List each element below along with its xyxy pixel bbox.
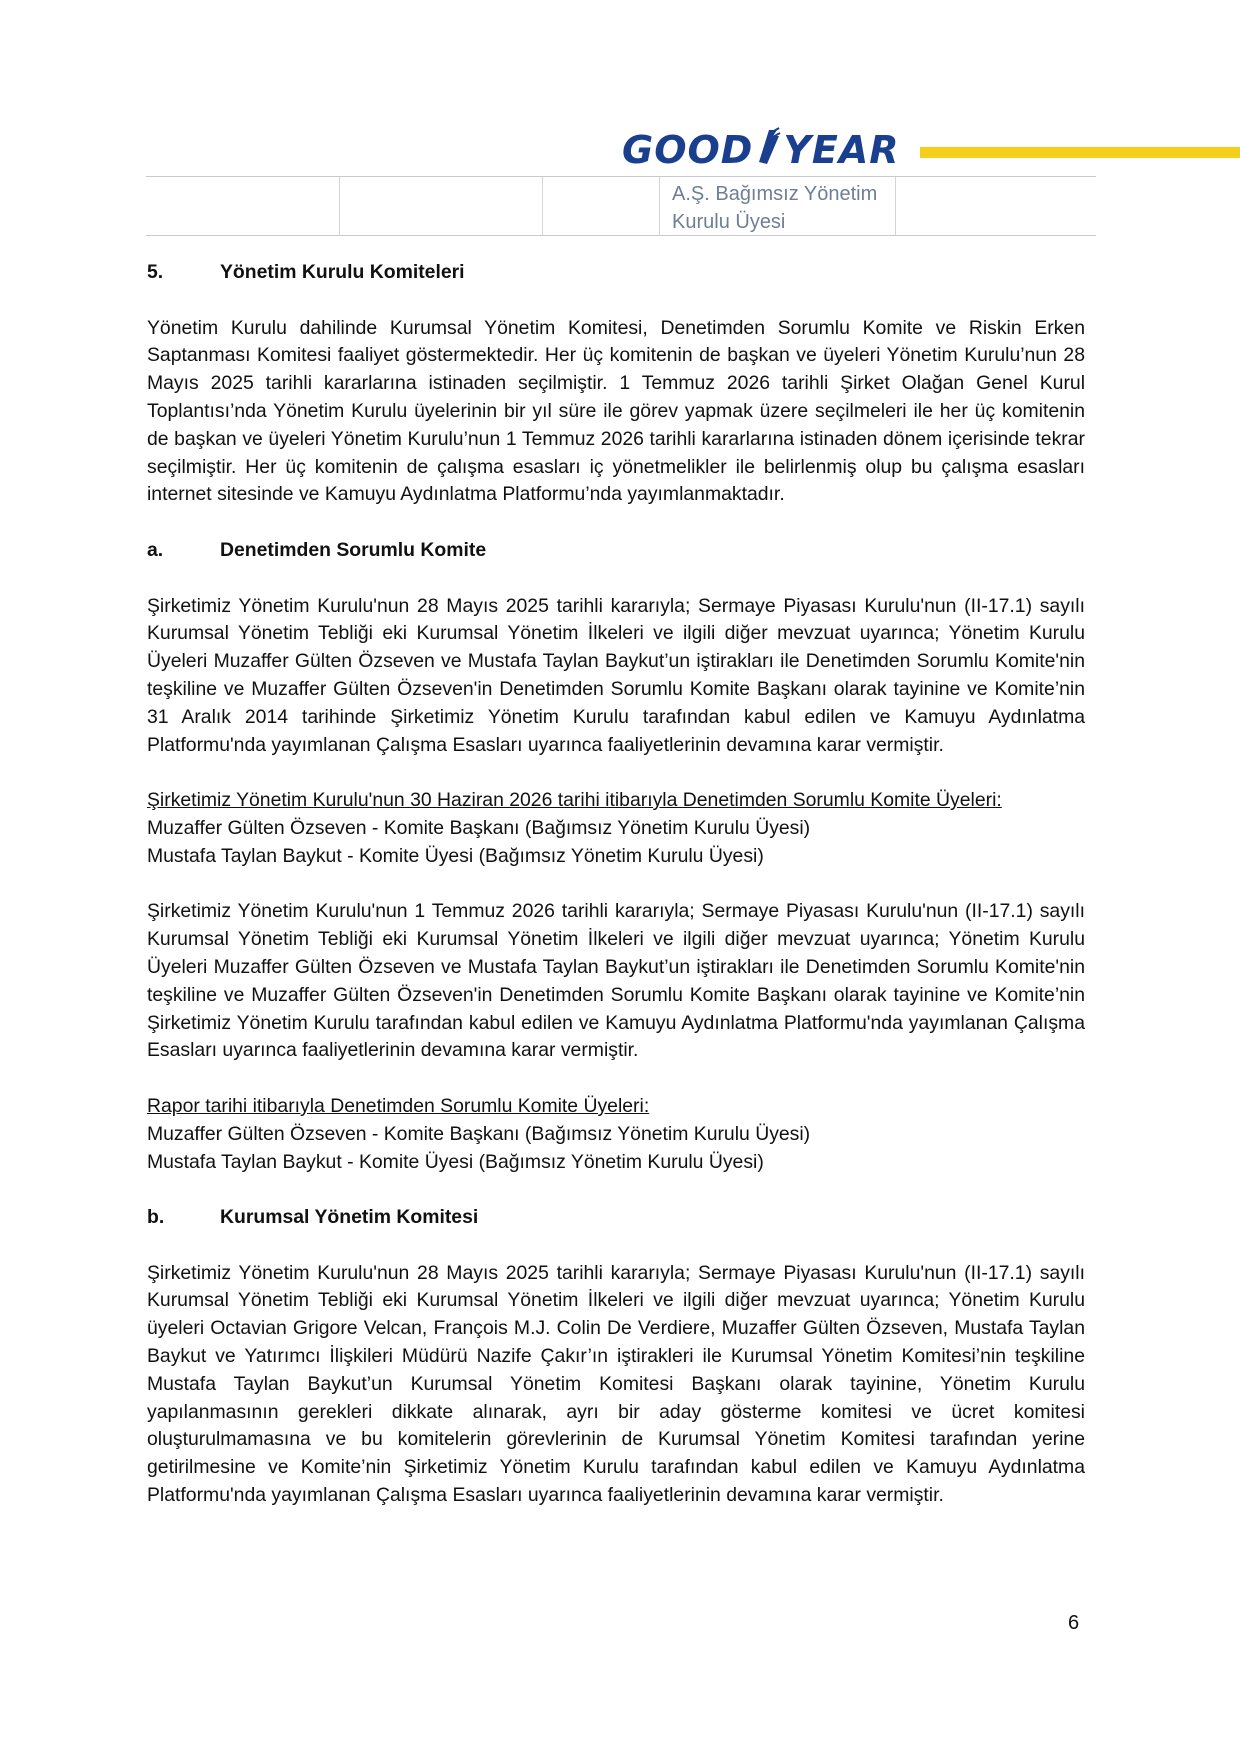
member-line: Mustafa Taylan Baykut - Komite Üyesi (Bağımsız Yönetim Kurulu Üyesi) xyxy=(147,844,764,867)
table-divider xyxy=(542,177,543,235)
member-line: Mustafa Taylan Baykut - Komite Üyesi (Bağımsız Yönetim Kurulu Üyesi) xyxy=(147,1150,764,1173)
members-1-heading: Şirketimiz Yönetim Kurulu'nun 30 Haziran 2026 tarihi itibarıyla Denetimden Sorumlu Komite Üyeleri: xyxy=(147,789,1002,812)
section-b-paragraph: Şirketimiz Yönetim Kurulu'nun 28 Mayıs 2025 tarihli kararıyla; Sermaye Piyasası Kurulu'nun (II-17.1) sayılı Kurumsal Yönetim Tebliği eki Kurumsal Yönetim İlkeleri ve ilgili diğer mevzuat uyarınca; Yönetim Kurulu üyeleri Octavian Grigore Velcan, François M.J. Colin De Verdiere, Muzaffer Gülten Özseven, Mustafa Taylan Baykut ve Yatırımcı İlişkileri Müdürü Nazife Çakır’ın iştirakleri ile Kurumsal Yönetim Komitesi’nin teşkiline Mustafa Taylan Baykut’un Kurumsal Yönetim Komitesi Başkanı olarak tayinine, Yönetim Kurulu yapılanmasının gerekleri dikkate alınarak, ayrı bir aday gösterme komitesi ve ücret komitesi oluşturulmamasına ve bu komitelerin görevlerinin de Kurumsal Yönetim Komitesi tarafından yerine getirilmesine ve Komite’nin Şirketimiz Yönetim Kurulu tarafından kabul edilen ve Kamuyu Aydınlatma Platformu'nda yayımlanan Çalışma Esasları uyarınca faaliyetlerinin devamına karar vermiştir. xyxy=(147,1261,1085,1507)
page-number: 6 xyxy=(1068,1612,1080,1634)
logo-text-left: GOOD xyxy=(622,128,754,172)
brand-accent-bar xyxy=(920,147,1240,158)
section-number: a. xyxy=(147,538,164,561)
section-a-heading xyxy=(147,537,1085,565)
member-line: Muzaffer Gülten Özseven - Komite Başkanı (Bağımsız Yönetim Kurulu Üyesi) xyxy=(147,1122,811,1145)
member-line: Muzaffer Gülten Özseven - Komite Başkanı (Bağımsız Yönetim Kurulu Üyesi) xyxy=(147,816,811,839)
table-divider xyxy=(339,177,340,235)
section-a-paragraph-1: Şirketimiz Yönetim Kurulu'nun 28 Mayıs 2025 tarihli kararıyla; Sermaye Piyasası Kurulu'nun (II-17.1) sayılı Kurumsal Yönetim Tebliği eki Kurumsal Yönetim İlkeleri ve ilgili diğer mevzuat uyarınca; Yönetim Kurulu Üyeleri Muzaffer Gülten Özseven ve Mustafa Taylan Baykut’un iştirakları ile Denetimden Sorumlu Komite'nin teşkiline ve Muzaffer Gülten Özseven'in Denetimden Sorumlu Komite Başkanı olarak tayinine ve Komite’nin 31 Aralık 2014 tarihinde Şirketimiz Yönetim Kurulu tarafından kabul edilen ve Kamuyu Aydınlatma Platformu'nda yayımlanan Çalışma Esasları uyarınca faaliyetlerinin devamına karar vermiştir. xyxy=(147,594,1085,756)
winged-foot-icon xyxy=(755,126,781,174)
logo-text-right: YEAR xyxy=(783,128,900,172)
section-5-paragraph: Yönetim Kurulu dahilinde Kurumsal Yönetim Komitesi, Denetimden Sorumlu Komite ve Riskin Erken Saptanması Komitesi faaliyet göstermektedir. Her üç komitenin de başkan ve üyeleri Yönetim Kurulu’nun 28 Mayıs 2025 tarihli kararlarına istinaden seçilmiştir. 1 Temmuz 2026 tarihli Şirket Olağan Genel Kurul Toplantısı’nda Yönetim Kurulu üyelerinin bir yıl süre ile görev yapmak üzere seçilmeleri ile her üç komitenin de başkan ve üyeleri Yönetim Kurulu’nun 1 Temmuz 2026 tarihli kararlarına istinaden dönem içerisinde tekrar seçilmiştir. Her üç komitenin de çalışma esasları iç yönetmelikler ile belirlenmiş olup bu çalışma esasları internet sitesinde ve Kamuyu Aydınlatma Platformu’nda yayımlanmaktadır. xyxy=(147,316,1085,506)
section-a-paragraph-2: Şirketimiz Yönetim Kurulu'nun 1 Temmuz 2026 tarihli kararıyla; Sermaye Piyasası Kurulu'nun (II-17.1) sayılı Kurumsal Yönetim Tebliği eki Kurumsal Yönetim İlkeleri ve ilgili diğer mevzuat uyarınca; Yönetim Kurulu Üyeleri Muzaffer Gülten Özseven ve Mustafa Taylan Baykut’un iştirakları ile Denetimden Sorumlu Komite'nin teşkiline ve Muzaffer Gülten Özseven'in Denetimden Sorumlu Komite Başkanı olarak tayinine ve Komite’nin Şirketimiz Yönetim Kurulu tarafından kabul edilen ve Kamuyu Aydınlatma Platformu'nda yayımlanan Çalışma Esasları uyarınca faaliyetlerinin devamına karar vermiştir. xyxy=(147,900,1085,1062)
section-b-heading xyxy=(147,1204,1085,1232)
section-number: b. xyxy=(147,1206,165,1229)
table-divider xyxy=(659,177,660,235)
table-divider xyxy=(895,177,896,235)
section-5-heading xyxy=(147,259,1085,287)
section-title: Kurumsal Yönetim Komitesi xyxy=(220,1206,479,1229)
table-fragment xyxy=(146,176,1096,236)
table-cell-text: A.Ş. Bağımsız Yönetim Kurulu Üyesi xyxy=(672,183,878,233)
section-title: Yönetim Kurulu Komiteleri xyxy=(220,261,465,283)
members-2-heading: Rapor tarihi itibarıyla Denetimden Sorumlu Komite Üyeleri: xyxy=(147,1094,650,1117)
goodyear-logo xyxy=(622,126,900,174)
section-number: 5. xyxy=(147,261,164,283)
section-title: Denetimden Sorumlu Komite xyxy=(220,538,487,561)
document-body xyxy=(147,259,1085,1510)
